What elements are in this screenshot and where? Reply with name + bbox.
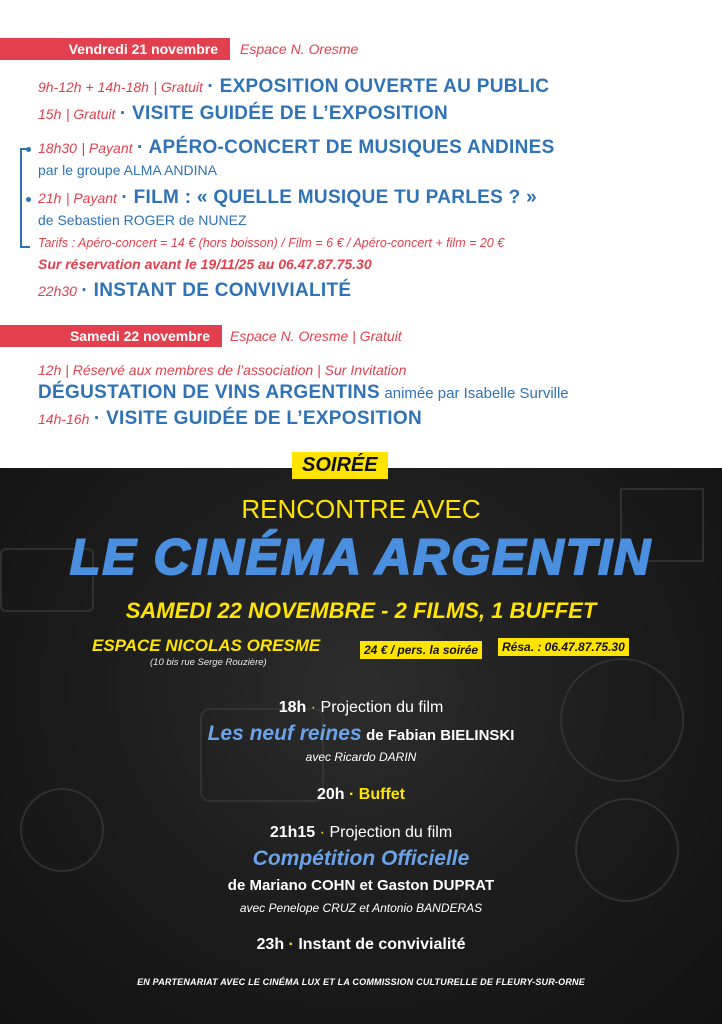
bracket-dot xyxy=(26,197,31,202)
item-title: VISITE GUIDÉE DE L’EXPOSITION xyxy=(132,103,448,124)
separator: | xyxy=(65,190,74,206)
partner-footer: EN PARTENARIAT AVEC LE CINÉMA LUX ET LA COMMISSION CULTURELLE DE FLEURY-SUR-ORNE xyxy=(137,977,585,987)
item-title: INSTANT DE CONVIVIALITÉ xyxy=(93,280,352,301)
program-label: Buffet xyxy=(358,786,406,803)
film-title: Compétition Officielle xyxy=(252,847,470,870)
day-header-label: Samedi 22 novembre xyxy=(69,328,210,344)
soiree-date-line: SAMEDI 22 NOVEMBRE - 2 FILMS, 1 BUFFET xyxy=(125,598,597,623)
item-tag: Payant xyxy=(88,140,133,156)
program-time: 21h15 xyxy=(269,824,316,841)
schedule-item xyxy=(38,382,569,404)
program-label: Projection du film xyxy=(329,824,453,841)
day-header-bar xyxy=(0,325,222,347)
item-time: 14h-16h xyxy=(38,411,90,427)
program-time: 23h xyxy=(256,936,285,953)
soiree-tag: SOIRÉE xyxy=(292,452,388,479)
item-subtitle: de Sebastien ROGER de NUNEZ xyxy=(38,212,247,228)
venue-label xyxy=(230,328,402,344)
item-tag: Payant xyxy=(73,190,117,206)
separator: | xyxy=(153,79,161,95)
bullet: · xyxy=(319,824,330,841)
separator: | xyxy=(317,362,325,378)
program-item xyxy=(0,786,722,804)
item-time: 15h xyxy=(38,106,62,122)
separator: | xyxy=(81,140,89,156)
day-header-label: Vendredi 21 novembre xyxy=(68,41,218,57)
program-item xyxy=(0,699,722,717)
program-item xyxy=(0,824,722,842)
schedule-item xyxy=(38,280,351,302)
item-title: FILM : « QUELLE MUSIQUE TU PARLES ? » xyxy=(133,187,538,208)
item-title: VISITE GUIDÉE DE L’EXPOSITION xyxy=(106,408,422,429)
item-time: 9h-12h + 14h-18h xyxy=(38,79,149,95)
soiree-subtitle: RENCONTRE AVEC xyxy=(241,494,481,524)
item-time: 18h30 xyxy=(38,140,77,156)
separator: | xyxy=(65,362,73,378)
bullet: · xyxy=(349,786,359,803)
bullet: · xyxy=(136,137,149,158)
item-time: 12h xyxy=(38,362,62,378)
program-label: Instant de convivialité xyxy=(298,936,466,953)
item-time: 21h xyxy=(38,190,62,206)
program-item xyxy=(0,936,722,954)
soiree-title: LE CINÉMA ARGENTIN xyxy=(69,529,653,585)
soiree-address: (10 bis rue Serge Rouzière) xyxy=(150,657,267,668)
item-title: APÉRO-CONCERT DE MUSIQUES ANDINES xyxy=(148,137,555,158)
item-time: 22h30 xyxy=(38,283,77,299)
film-director: de Mariano COHN et Gaston DUPRAT xyxy=(227,877,495,894)
bullet: · xyxy=(288,936,299,953)
item-suffix: animée par Isabelle Surville xyxy=(384,385,569,402)
bullet: · xyxy=(119,103,133,124)
tarifs-text: Tarifs : Apéro-concert = 14 € (hors boisson) / Film = 6 € / Apéro-concert + film = 20 € xyxy=(38,236,505,250)
bullet: · xyxy=(121,187,134,208)
film-cast: avec Penelope CRUZ et Antonio BANDERAS xyxy=(239,901,483,915)
item-title: DÉGUSTATION DE VINS ARGENTINS xyxy=(38,382,380,403)
film-title: Les neuf reines xyxy=(207,722,362,745)
venue-tag: Gratuit xyxy=(359,328,402,344)
bullet: · xyxy=(207,76,220,97)
item-note: Réservé aux membres de l’association xyxy=(72,362,314,378)
item-tag: Gratuit xyxy=(160,79,203,95)
schedule-item xyxy=(38,76,549,98)
schedule-item xyxy=(38,103,448,125)
schedule-item xyxy=(38,137,555,159)
bullet: · xyxy=(310,699,321,716)
film-line xyxy=(0,722,722,746)
separator: | xyxy=(65,106,74,122)
item-tag: Gratuit xyxy=(73,106,116,122)
program-label: Projection du film xyxy=(320,699,444,716)
program-section xyxy=(0,0,722,468)
program-time: 20h xyxy=(316,786,345,803)
item-subtitle: par le groupe ALMA ANDINA xyxy=(38,162,217,178)
item-note: Sur Invitation xyxy=(324,362,407,378)
soiree-venue: ESPACE NICOLAS ORESME xyxy=(92,636,321,655)
bullet: · xyxy=(93,408,107,429)
schedule-note xyxy=(38,362,406,378)
schedule-item xyxy=(38,187,537,209)
bullet: · xyxy=(81,280,94,301)
price-badge: 24 € / pers. la soirée xyxy=(360,641,482,659)
program-time: 18h xyxy=(278,699,307,716)
reservation-badge: Résa. : 06.47.87.75.30 xyxy=(498,638,629,656)
day-header-bar xyxy=(0,38,230,60)
venue-name: Espace N. Oresme xyxy=(230,328,349,344)
venue-label: Espace N. Oresme xyxy=(240,41,359,57)
bracket-dot xyxy=(26,147,31,152)
item-title: EXPOSITION OUVERTE AU PUBLIC xyxy=(219,76,550,97)
separator: | xyxy=(352,328,360,344)
reservation-text: Sur réservation avant le 19/11/25 au 06.47.87.75.30 xyxy=(38,256,372,272)
film-cast: avec Ricardo DARIN xyxy=(305,750,417,764)
schedule-item xyxy=(38,408,422,430)
film-director: de Fabian BIELINSKI xyxy=(366,727,515,744)
